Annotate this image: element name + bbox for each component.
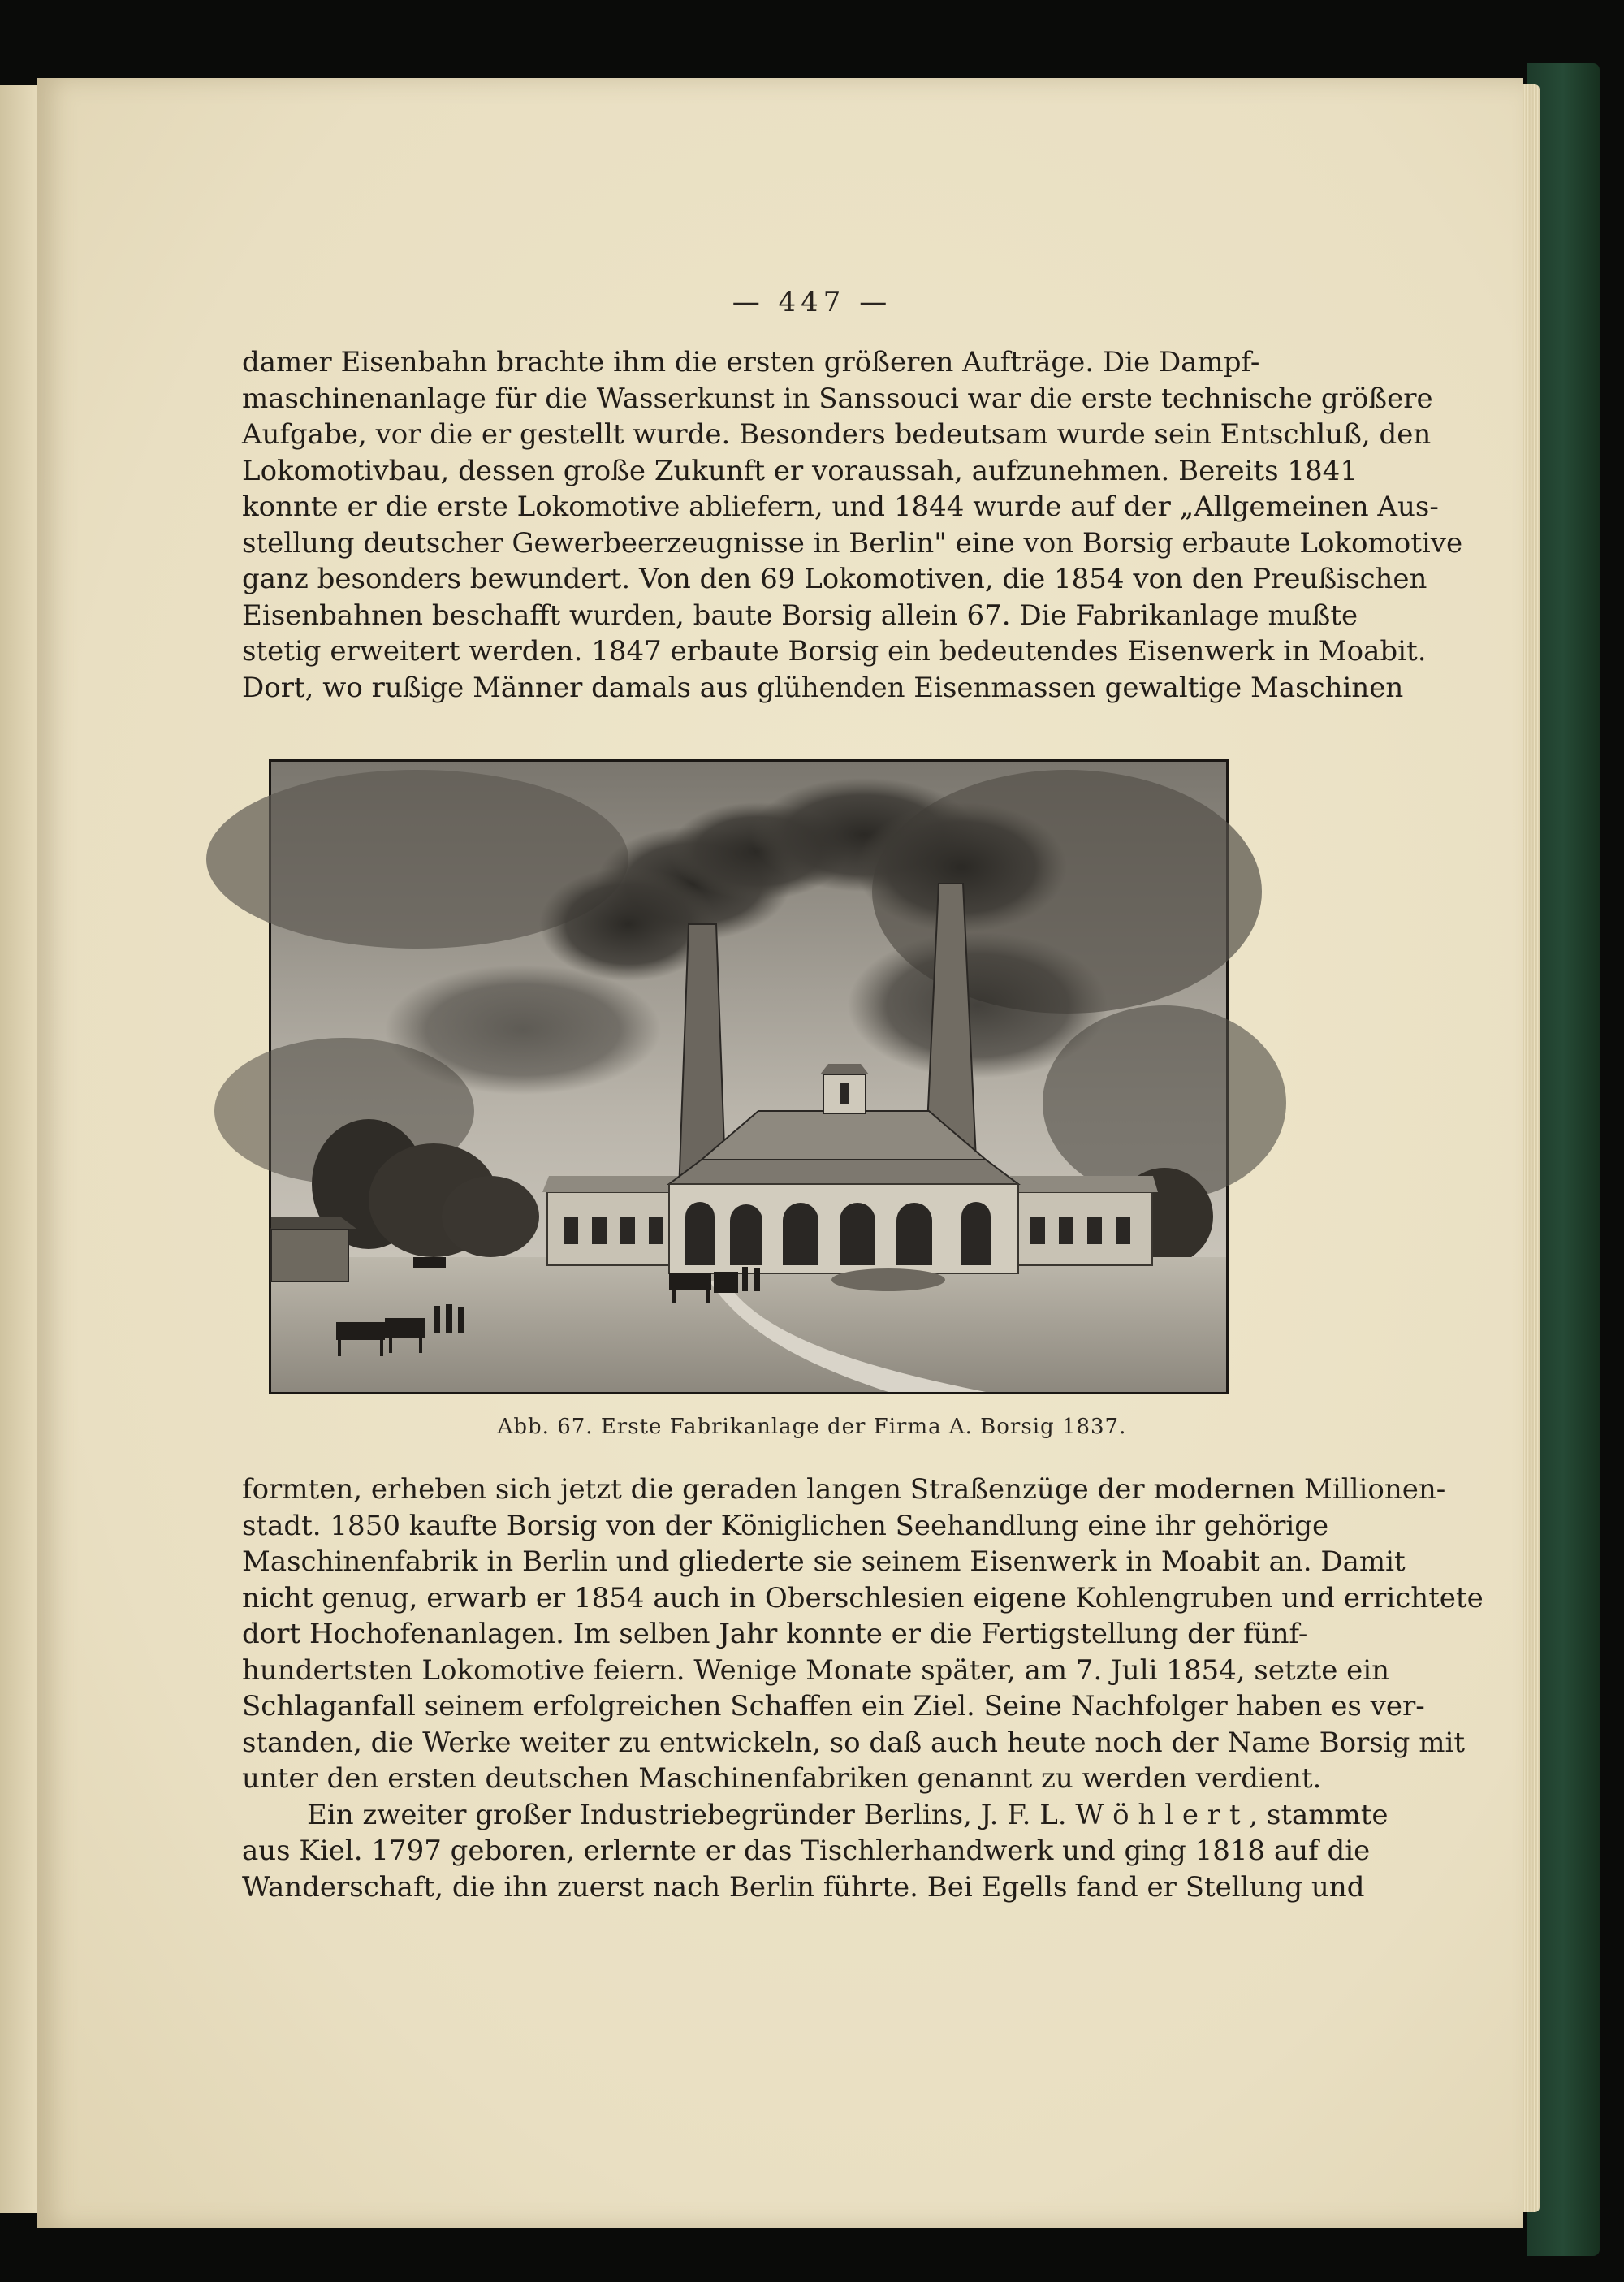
text-line: formten, erheben sich jetzt die geraden langen Straßenzüge der modernen Millionen- [242,1473,1446,1506]
text-line: Maschinenfabrik in Berlin und gliederte sie seinem Eisenwerk in Moabit an. Damit [242,1545,1406,1578]
text-line: stadt. 1850 kaufte Borsig von der Königlichen Seehandlung eine ihr gehörige [242,1509,1329,1542]
bottom-paragraphs [242,1472,1484,1905]
text-line: maschinenanlage für die Wasserkunst in Sanssouci war die erste technische größere [242,382,1433,415]
text-line: stellung deutscher Gewerbeerzeugnisse in Berlin" eine von Borsig erbaute Lokomotive [242,526,1463,560]
text-line: Dort, wo rußige Männer damals aus glühenden Eisenmassen gewaltige Maschinen [242,671,1404,704]
factory-engraving [271,762,1226,1392]
text-line: Wanderschaft, die ihn zuerst nach Berlin führte. Bei Egells fand er Stellung und [242,1870,1365,1904]
text-line: damer Eisenbahn brachte ihm die ersten größeren Aufträge. Die Dampf- [242,346,1260,378]
left-page-edge [0,85,39,2213]
top-paragraph [242,344,1463,706]
text-line: Ein zweiter großer Industriebegründer Berlins, J. F. L. W ö h l e r t , stammte [307,1798,1389,1831]
text-line: stetig erweitert werden. 1847 erbaute Borsig ein bedeutendes Eisenwerk in Moabit. [242,635,1427,668]
text-line: konnte er die erste Lokomotive abliefern, und 1844 wurde auf der „Allgemeinen Aus- [242,491,1439,523]
text-line: nicht genug, erwarb er 1854 auch in Oberschlesien eigene Kohlengruben und errichtete [242,1581,1484,1614]
text-line: Lokomotivbau, dessen große Zukunft er voraussah, aufzunehmen. Bereits 1841 [242,454,1358,487]
figure-caption: Abb. 67. Erste Fabrikanlage der Firma A. Borsig 1837. [497,1415,1127,1439]
factory-illustration [269,759,1229,1394]
page-number: — 447 — [732,286,892,318]
text-line: hundertsten Lokomotive feiern. Wenige Monate später, am 7. Juli 1854, setzte ein [242,1653,1390,1687]
text-line: unter den ersten deutschen Maschinenfabriken genannt zu werden verdient. [242,1762,1322,1795]
text-line: ganz besonders bewundert. Von den 69 Lokomotiven, die 1854 von den Preußischen [242,563,1427,595]
text-line: Eisenbahnen beschafft wurden, baute Borsig allein 67. Die Fabrikanlage mußte [242,599,1358,632]
text-line: dort Hochofenanlagen. Im selben Jahr konnte er die Fertigstellung der fünf- [242,1618,1308,1650]
text-line: aus Kiel. 1797 geboren, erlernte er das Tischlerhandwerk und ging 1818 auf die [242,1835,1371,1867]
text-line: standen, die Werke weiter zu entwickeln, so daß auch heute noch der Name Borsig mit [242,1726,1466,1759]
text-line: Schlaganfall seinem erfolgreichen Schaffen ein Ziel. Seine Nachfolger haben es ver- [242,1690,1425,1722]
text-line: Aufgabe, vor die er gestellt wurde. Besonders bedeutsam wurde sein Entschluß, den [242,418,1432,451]
